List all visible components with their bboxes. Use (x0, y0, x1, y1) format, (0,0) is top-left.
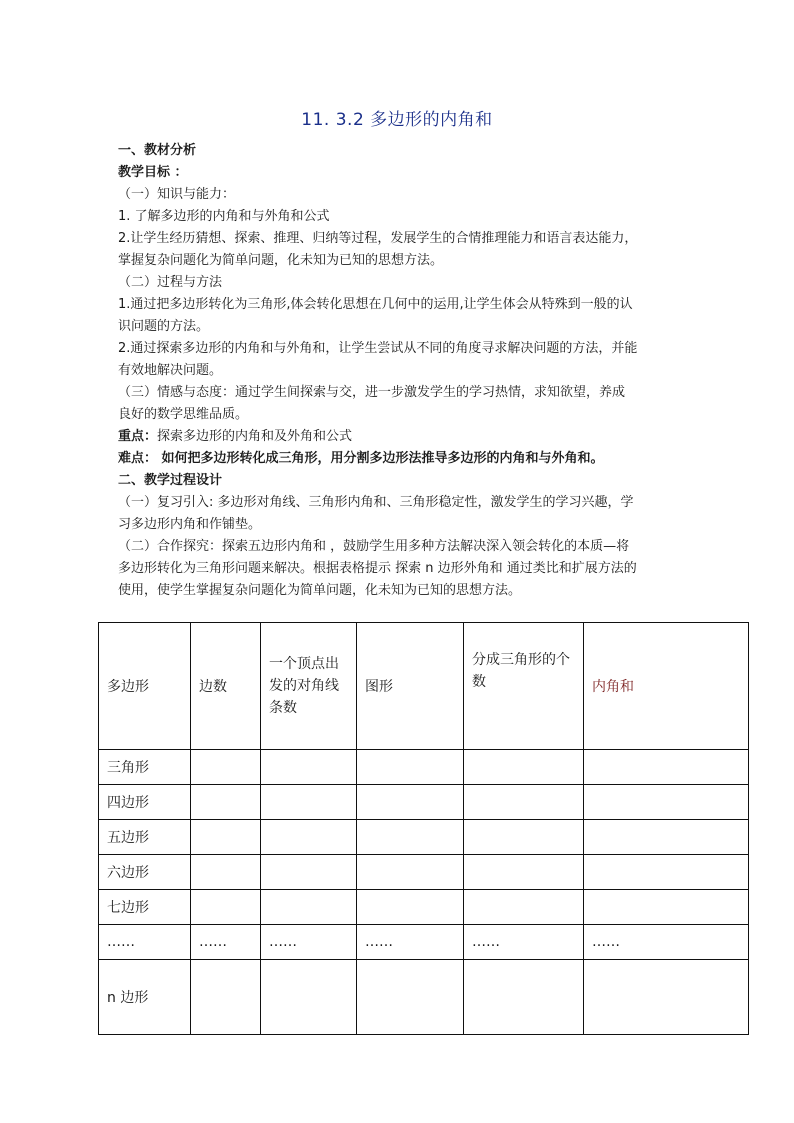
goal-heading: 教学目标 ： (118, 165, 188, 180)
text-line: （一）知识与能力： (118, 187, 236, 202)
text-line: 习多边形内角和作铺垫。 (118, 517, 262, 532)
row-label: 四边形 (99, 785, 191, 820)
section-heading-process: 二、教学过程设计 (118, 473, 223, 488)
text-line: 1. 了解多边形的内角和与外角和公式 (118, 209, 330, 224)
table-cell (261, 890, 357, 925)
text-line: 良好的数学思维品质。 (118, 407, 249, 422)
table-cell (464, 960, 584, 1035)
row-label: 七边形 (99, 890, 191, 925)
difficulty-line: 难点： 如何把多边形转化成三角形，用分割多边形法推导多边形的内角和与外角和。 (118, 451, 604, 466)
table-cell (464, 890, 584, 925)
table-row (99, 855, 749, 890)
header-cell: 边数 (191, 623, 261, 750)
text-line: 2.让学生经历猜想、探索、推理、归纳等过程，发展学生的合情推理能力和语言表达能力， (118, 231, 638, 246)
row-label: 六边形 (99, 855, 191, 890)
text-line: 掌握复杂问题化为简单问题，化未知为已知的思想方法。 (118, 253, 444, 268)
text-line: 识问题的方法。 (118, 319, 210, 334)
text-line: （二）合作探究：探索五边形内角和 ，鼓励学生用多种方法解决深入领会转化的本质—将 (118, 539, 630, 554)
table-cell (261, 750, 357, 785)
header-cell: 图形 (357, 623, 464, 750)
table-cell (357, 750, 464, 785)
header-cell: 内角和 (584, 623, 749, 750)
page-title: 11. 3.2 多边形的内角和 (301, 110, 493, 130)
table-cell (584, 750, 749, 785)
ellipsis-cell: …… (464, 925, 584, 960)
table-cell (191, 820, 261, 855)
text-line: （三）情感与态度：通过学生间探索与交，进一步激发学生的学习热情，求知欲望，养成 (118, 385, 626, 400)
table-cell (191, 890, 261, 925)
table-cell (464, 820, 584, 855)
table-cell (357, 960, 464, 1035)
header-cell: 分成三角形的个数 (464, 623, 584, 750)
table-cell (584, 890, 749, 925)
row-label: 五边形 (99, 820, 191, 855)
table-row (99, 890, 749, 925)
table-row (99, 750, 749, 785)
key-point-label: 重点： (118, 429, 158, 444)
table-cell (191, 960, 261, 1035)
row-label: n 边形 (99, 960, 191, 1035)
key-point-text: 探索多边形的内角和及外角和公式 (157, 429, 353, 444)
text-line: 有效地解决问题。 (118, 363, 223, 378)
key-point-line (118, 426, 678, 448)
polygon-angle-table (98, 622, 749, 1035)
table-row (99, 820, 749, 855)
table-cell (261, 785, 357, 820)
ellipsis-cell: …… (357, 925, 464, 960)
section-heading-analysis: 一、教材分析 (118, 143, 197, 158)
header-cell: 一个顶点出发的对角线条数 (261, 623, 357, 750)
text-line: 1.通过把多边形转化为三角形,体会转化思想在几何中的运用,让学生体会从特殊到一般的认 (118, 297, 633, 312)
table-cell (191, 855, 261, 890)
table-cell (261, 820, 357, 855)
table-cell (464, 785, 584, 820)
table-cell (191, 750, 261, 785)
table-cell (357, 890, 464, 925)
text-line: （二）过程与方法 (118, 275, 223, 290)
table-cell (261, 855, 357, 890)
table-cell (584, 785, 749, 820)
table-cell (191, 785, 261, 820)
ellipsis-cell: …… (99, 925, 191, 960)
text-line: 使用，使学生掌握复杂问题化为简单问题，化未知为已知的思想方法。 (118, 583, 522, 598)
table-row (99, 785, 749, 820)
text-line: （一）复习引入: 多边形对角线、三角形内角和、三角形稳定性，激发学生的学习兴趣，学 (118, 495, 634, 510)
table-cell (357, 855, 464, 890)
table-cell (584, 855, 749, 890)
header-cell: 多边形 (99, 623, 191, 750)
text-line: 2.通过探索多边形的内角和与外角和，让学生尝试从不同的角度寻求解决问题的方法，并能 (118, 341, 638, 356)
ellipsis-cell: …… (261, 925, 357, 960)
text-line: 多边形转化为三角形问题来解决。根据表格提示 探索 n 边形外角和 通过类比和扩展方法的 (118, 561, 637, 576)
row-label: 三角形 (99, 750, 191, 785)
table-cell (584, 960, 749, 1035)
table-cell (261, 960, 357, 1035)
table-header-row (99, 623, 749, 750)
table-cell (357, 820, 464, 855)
table-row-n-gon (99, 960, 749, 1035)
table-cell (464, 855, 584, 890)
table-cell (357, 785, 464, 820)
ellipsis-cell: …… (191, 925, 261, 960)
table-cell (464, 750, 584, 785)
ellipsis-cell: …… (584, 925, 749, 960)
table-row-ellipsis (99, 925, 749, 960)
table-cell (584, 820, 749, 855)
